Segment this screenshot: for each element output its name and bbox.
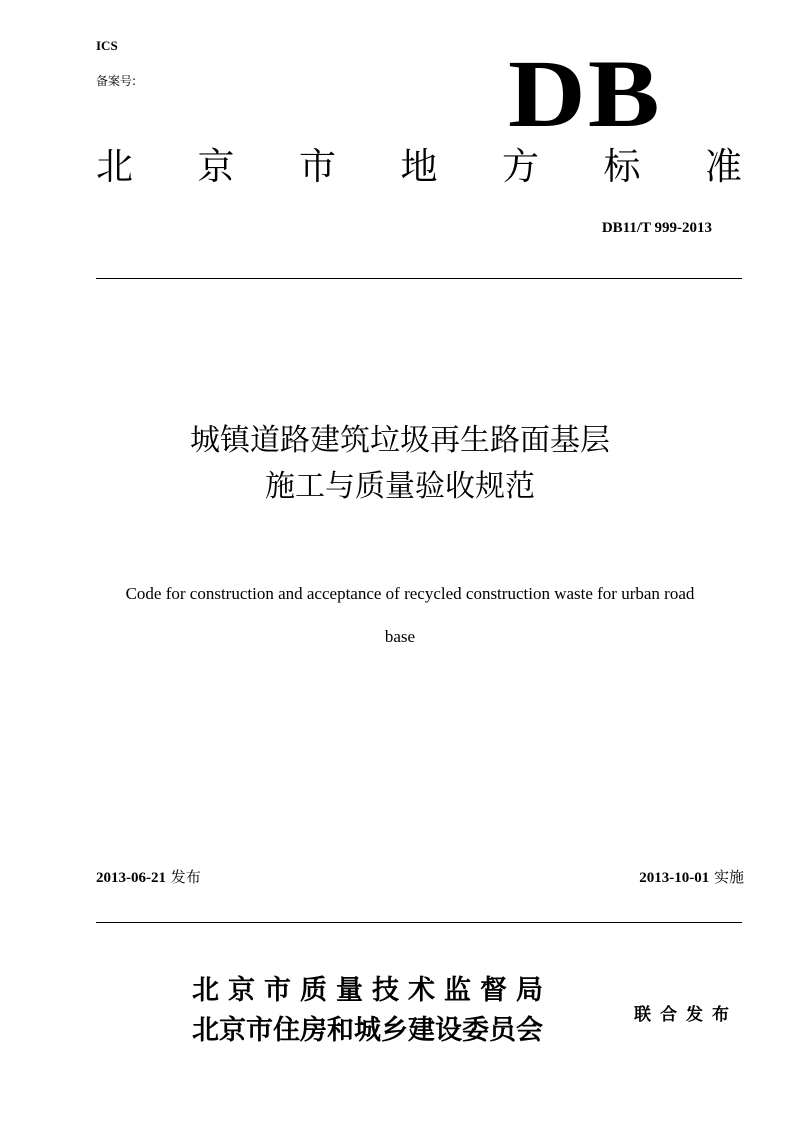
standard-type-char: 准 bbox=[705, 145, 742, 188]
effective-date-label: 实施 bbox=[713, 868, 744, 886]
standard-type-char: 方 bbox=[502, 145, 539, 188]
top-divider bbox=[96, 278, 742, 279]
issue-date-label: 发布 bbox=[170, 868, 201, 886]
record-number-label: 备案号: bbox=[96, 74, 137, 88]
issue-date bbox=[96, 866, 201, 887]
ics-label: ICS bbox=[96, 38, 118, 53]
publisher-quality-bureau: 北京市质量技术监督局 bbox=[192, 975, 552, 1006]
title-en-line2: base bbox=[384, 627, 416, 646]
standard-type-title bbox=[96, 142, 742, 192]
title-cn-line2: 施工与质量验收规范 bbox=[265, 469, 535, 504]
standard-type-char: 北 bbox=[96, 145, 133, 188]
title-en-line1: Code for construction and acceptance of recycled construction waste for urban road bbox=[125, 584, 695, 603]
standard-type-char: 市 bbox=[299, 145, 336, 188]
title-cn-line1: 城镇道路建筑垃圾再生路面基层 bbox=[190, 423, 610, 458]
issue-date-value: 2013-06-21 bbox=[96, 870, 166, 886]
standard-number: DB11/T 999-2013 bbox=[601, 220, 712, 236]
effective-date bbox=[639, 866, 744, 887]
standard-type-char: 地 bbox=[400, 145, 438, 188]
publisher-housing-commission: 北京市住房和城乡建设委员会 bbox=[192, 1015, 543, 1046]
db-logo: DB bbox=[508, 40, 662, 147]
effective-date-value: 2013-10-01 bbox=[639, 870, 710, 886]
standard-type-char: 标 bbox=[603, 145, 641, 188]
bottom-divider bbox=[96, 922, 742, 923]
standard-type-char: 京 bbox=[197, 145, 235, 188]
joint-issue-label: 联合发布 bbox=[634, 1005, 738, 1025]
